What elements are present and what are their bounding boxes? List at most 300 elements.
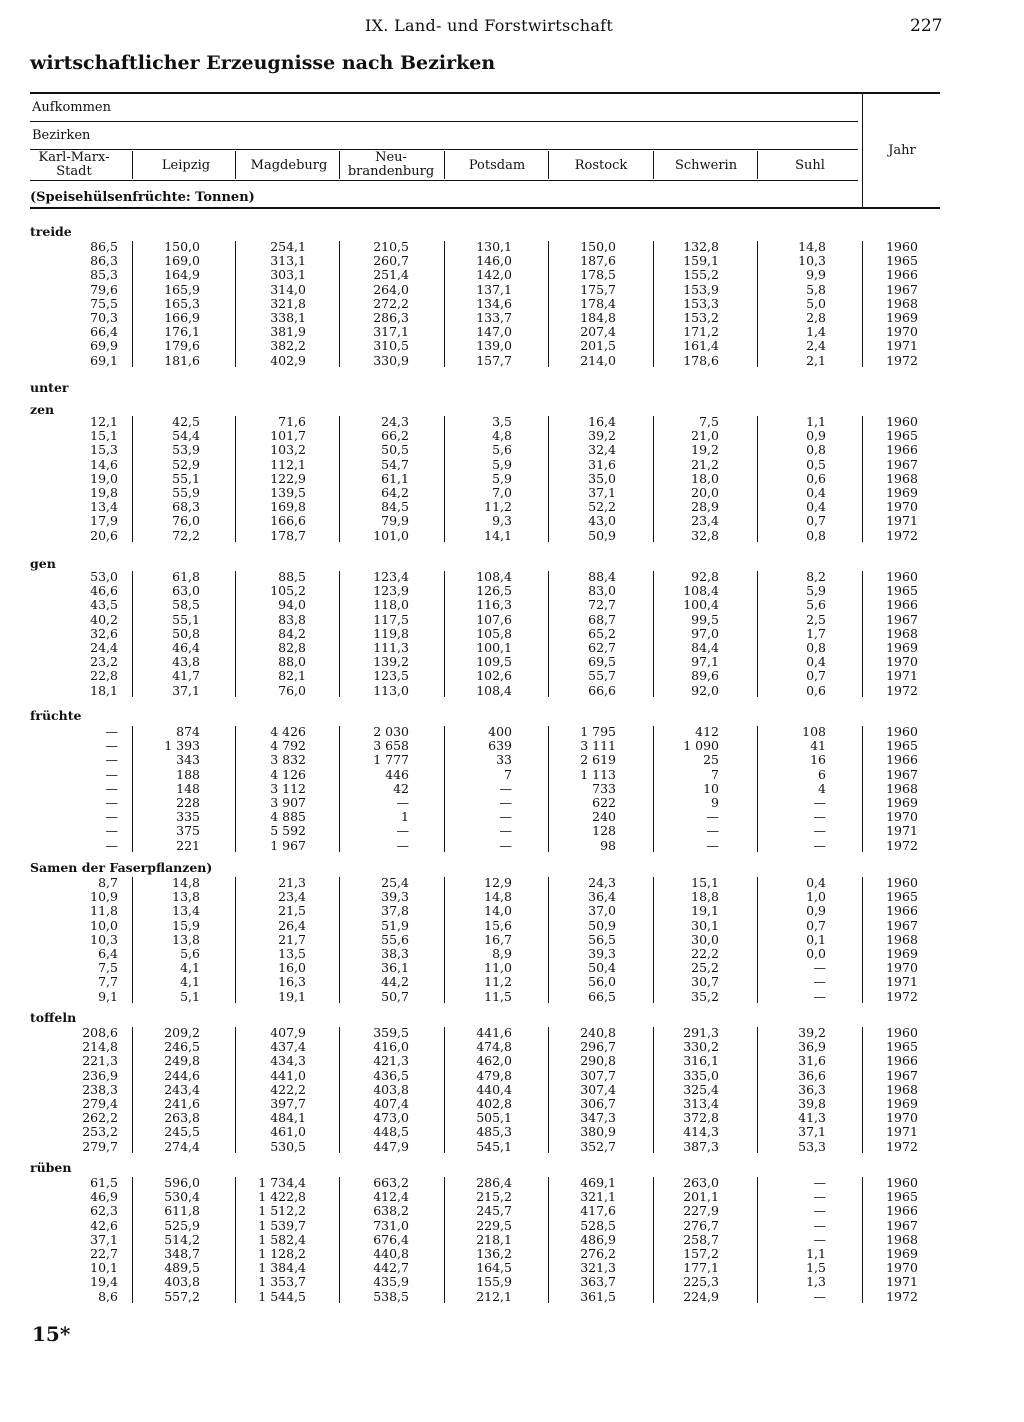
year-cell: 1968 (886, 295, 918, 311)
table-cell: 148 (176, 780, 200, 796)
table-cell: 86,3 (90, 253, 118, 269)
table-cell: — (105, 823, 118, 839)
table-cell: 240,8 (580, 1025, 616, 1040)
header-rule-2 (30, 149, 858, 150)
table-cell: 26,4 (278, 917, 306, 933)
year-cell: 1960 (886, 239, 918, 254)
table-cell: 39,2 (798, 1025, 826, 1040)
table-cell: 335,0 (683, 1067, 719, 1083)
table-cell: 314,0 (270, 281, 306, 297)
table-cell: 101,0 (373, 527, 409, 543)
year-cell: 1967 (886, 611, 918, 627)
table-cell: 622 (592, 795, 616, 810)
table-cell: 37,1 (172, 682, 200, 698)
table-cell: 79,9 (381, 513, 409, 529)
column-header: Schwerin (674, 158, 738, 173)
table-cell: 731,0 (373, 1217, 409, 1233)
table-cell: 76,0 (172, 513, 200, 529)
table-cell: 20,0 (691, 485, 719, 500)
year-cell: 1970 (886, 324, 918, 340)
table-cell: 89,6 (691, 668, 719, 684)
table-cell: 86,5 (90, 239, 118, 254)
table-cell: 348,7 (164, 1246, 200, 1261)
table-cell: — (105, 724, 118, 739)
table-cell: 76,0 (278, 682, 306, 698)
table-cell: — (813, 974, 826, 990)
table-cell: 1,1 (806, 414, 826, 429)
table-cell: — (813, 1189, 826, 1205)
year-cell: 1968 (886, 625, 918, 641)
table-cell: 5,9 (806, 583, 826, 599)
table-cell: 403,8 (373, 1081, 409, 1097)
column-header: Potsdam (468, 158, 526, 173)
table-cell: 0,5 (806, 456, 826, 472)
table-cell: 19,4 (90, 1274, 118, 1290)
table-cell: 55,7 (588, 668, 616, 684)
section-label: früchte (30, 708, 82, 723)
table-cell: 32,4 (588, 442, 616, 458)
table-cell: 100,4 (683, 597, 719, 613)
table-cell: 245,7 (476, 1203, 512, 1219)
table-cell: 4 (818, 780, 826, 796)
table-cell: 37,1 (588, 485, 616, 500)
table-cell: 441,0 (270, 1067, 306, 1083)
table-cell: 118,0 (373, 597, 409, 613)
table-cell: 56,0 (588, 974, 616, 990)
table-cell: 123,5 (373, 668, 409, 684)
table-cell: 46,6 (90, 583, 118, 599)
table-cell: 19,2 (691, 442, 719, 458)
table-cell: 400 (488, 724, 512, 739)
table-cell: 7 (711, 766, 719, 782)
table-cell: 169,0 (164, 253, 200, 269)
table-cell: 251,4 (373, 267, 409, 283)
table-cell: 122,9 (270, 470, 306, 486)
year-cell: 1967 (886, 1067, 918, 1083)
table-cell: 31,6 (588, 456, 616, 472)
table-cell: 306,7 (580, 1096, 616, 1111)
table-cell: 21,0 (691, 428, 719, 444)
table-cell: 75,5 (90, 295, 118, 311)
table-cell: 188 (176, 766, 200, 782)
table-cell: 1 128,2 (258, 1246, 306, 1261)
table-cell: 313,4 (683, 1096, 719, 1111)
table-cell: 13,4 (90, 499, 118, 515)
table-cell: 473,0 (373, 1110, 409, 1126)
table-cell: 41,7 (172, 668, 200, 684)
table-cell: 382,2 (270, 338, 306, 354)
table-cell: 263,8 (164, 1110, 200, 1126)
year-cell: 1967 (886, 1217, 918, 1233)
table-cell: 13,8 (172, 931, 200, 947)
table-cell: 36,1 (381, 960, 409, 976)
year-cell: 1960 (886, 875, 918, 890)
table-cell: 161,4 (683, 338, 719, 354)
table-cell: 9,3 (492, 513, 512, 529)
year-cell: 1967 (886, 456, 918, 472)
table-cell: 227,9 (683, 1203, 719, 1219)
year-cell: 1960 (886, 569, 918, 584)
year-cell: 1967 (886, 917, 918, 933)
year-cell: 1965 (886, 583, 918, 599)
table-cell: 412 (695, 724, 719, 739)
year-cell: 1970 (886, 1260, 918, 1276)
table-cell: 221,3 (82, 1053, 118, 1069)
table-cell: 112,1 (270, 456, 306, 472)
table-cell: 33 (496, 752, 512, 768)
year-cell: 1966 (886, 442, 918, 458)
table-cell: 116,3 (476, 597, 512, 613)
table-cell: 88,0 (278, 654, 306, 670)
table-cell: 39,3 (588, 946, 616, 961)
table-cell: 39,3 (381, 889, 409, 905)
table-cell: 150,0 (580, 239, 616, 254)
column-header-divider (339, 151, 340, 179)
table-cell: 50,7 (381, 988, 409, 1004)
table-cell: 505,1 (476, 1110, 512, 1126)
table-cell: 35,2 (691, 988, 719, 1004)
year-cell: 1960 (886, 1175, 918, 1190)
table-cell: 52,9 (172, 456, 200, 472)
table-cell: 1 422,8 (258, 1189, 306, 1205)
table-cell: 11,8 (90, 903, 118, 919)
table-cell: 84,5 (381, 499, 409, 515)
table-cell: 21,5 (278, 903, 306, 919)
table-cell: 108,4 (683, 583, 719, 599)
header-rule-3 (30, 180, 858, 181)
table-cell: 35,0 (588, 470, 616, 486)
table-cell: 286,3 (373, 310, 409, 325)
section-label: unter (30, 380, 69, 395)
table-cell: 5,8 (806, 281, 826, 297)
table-cell: 525,9 (164, 1217, 200, 1233)
table-cell: 46,4 (172, 640, 200, 655)
table-cell: — (105, 766, 118, 782)
table-cell: 113,0 (373, 682, 409, 698)
table-cell: 3 112 (270, 780, 306, 796)
table-cell: 61,8 (172, 569, 200, 584)
table-cell: 212,1 (476, 1288, 512, 1304)
table-cell: 387,3 (683, 1138, 719, 1154)
table-cell: 2 619 (580, 752, 616, 768)
table-cell: 3 658 (373, 738, 409, 754)
table-cell: 166,9 (164, 310, 200, 325)
table-cell: 83,0 (588, 583, 616, 599)
year-cell: 1972 (886, 837, 918, 853)
table-cell: 82,1 (278, 668, 306, 684)
year-cell: 1972 (886, 682, 918, 698)
table-cell: 1,1 (806, 1246, 826, 1261)
year-column-divider (862, 241, 863, 367)
table-cell: 279,4 (82, 1096, 118, 1111)
table-cell: 207,4 (580, 324, 616, 340)
table-cell: 108 (802, 724, 826, 739)
table-cell: 1 967 (270, 837, 306, 853)
table-cell: 208,6 (82, 1025, 118, 1040)
year-cell: 1965 (886, 1039, 918, 1055)
table-cell: — (813, 1217, 826, 1233)
section-label: zen (30, 402, 55, 417)
table-cell: 530,4 (164, 1189, 200, 1205)
table-cell: — (813, 1288, 826, 1304)
year-cell: 1965 (886, 738, 918, 754)
table-cell: 105,8 (476, 625, 512, 641)
table-cell: 171,2 (683, 324, 719, 340)
table-cell: — (396, 823, 409, 839)
table-cell: 0,8 (806, 640, 826, 655)
table-cell: — (105, 809, 118, 825)
year-column-divider (862, 877, 863, 1003)
table-cell: 21,2 (691, 456, 719, 472)
year-cell: 1969 (886, 485, 918, 500)
table-cell: 70,3 (90, 310, 118, 325)
table-cell: 25 (703, 752, 719, 768)
table-cell: 101,7 (270, 428, 306, 444)
table-cell: 352,7 (580, 1138, 616, 1154)
table-cell: 62,7 (588, 640, 616, 655)
table-cell: 178,7 (270, 527, 306, 543)
table-cell: 469,1 (580, 1175, 616, 1190)
year-column-divider (862, 93, 863, 208)
table-cell: 254,1 (270, 239, 306, 254)
table-cell: 0,4 (806, 485, 826, 500)
table-cell: 56,5 (588, 931, 616, 947)
table-cell: 5,6 (806, 597, 826, 613)
table-cell: 9,1 (98, 988, 118, 1004)
table-cell: 102,6 (476, 668, 512, 684)
table-cell: 22,8 (90, 668, 118, 684)
table-cell: 16,4 (588, 414, 616, 429)
table-cell: 99,5 (691, 611, 719, 627)
table-cell: 4 426 (270, 724, 306, 739)
table-cell: 63,0 (172, 583, 200, 599)
table-cell: 41,3 (798, 1110, 826, 1126)
table-cell: 1,3 (806, 1274, 826, 1290)
table-cell: 1 734,4 (258, 1175, 306, 1190)
table-cell: 214,0 (580, 352, 616, 368)
table-cell: 69,5 (588, 654, 616, 670)
table-cell: 153,9 (683, 281, 719, 297)
table-cell: 50,4 (588, 960, 616, 976)
year-column-divider (862, 416, 863, 542)
table-cell: 241,6 (164, 1096, 200, 1111)
year-cell: 1969 (886, 640, 918, 655)
table-cell: 21,7 (278, 931, 306, 947)
table-cell: 447,9 (373, 1138, 409, 1154)
table-cell: 7,7 (98, 974, 118, 990)
table-cell: 64,2 (381, 485, 409, 500)
table-cell: 178,4 (580, 295, 616, 311)
table-cell: 215,2 (476, 1189, 512, 1205)
table-cell: 7 (504, 766, 512, 782)
year-column-divider (862, 1027, 863, 1153)
table-cell: 236,9 (82, 1067, 118, 1083)
table-cell: 2,5 (806, 611, 826, 627)
table-cell: 150,0 (164, 239, 200, 254)
table-cell: 416,0 (373, 1039, 409, 1055)
table-cell: 484,1 (270, 1110, 306, 1126)
table-cell: 262,2 (82, 1110, 118, 1126)
table-cell: 41 (810, 738, 826, 754)
table-cell: 442,7 (373, 1260, 409, 1276)
table-cell: 58,5 (172, 597, 200, 613)
table-cell: 72,2 (172, 527, 200, 543)
table-cell: 209,2 (164, 1025, 200, 1040)
table-cell: 397,7 (270, 1096, 306, 1111)
chapter-title: IX. Land- und Forstwirtschaft (365, 16, 614, 35)
table-cell: 108,4 (476, 682, 512, 698)
table-cell: 19,8 (90, 485, 118, 500)
year-cell: 1970 (886, 960, 918, 976)
table-cell: — (499, 809, 512, 825)
table-cell: 264,0 (373, 281, 409, 297)
table-cell: 733 (592, 780, 616, 796)
table-cell: 3,5 (492, 414, 512, 429)
table-cell: 0,1 (806, 931, 826, 947)
table-cell: 38,3 (381, 946, 409, 961)
table-cell: 22,7 (90, 1246, 118, 1261)
table-cell: 417,6 (580, 1203, 616, 1219)
table-cell: 224,9 (683, 1288, 719, 1304)
table-cell: 676,4 (373, 1231, 409, 1247)
table-cell: 23,4 (278, 889, 306, 905)
table-cell: 14,1 (484, 527, 512, 543)
table-cell: 1 777 (373, 752, 409, 768)
table-cell: 412,4 (373, 1189, 409, 1205)
year-cell: 1966 (886, 903, 918, 919)
table-cell: 178,6 (683, 352, 719, 368)
table-cell: 37,1 (90, 1231, 118, 1247)
table-cell: 414,3 (683, 1124, 719, 1140)
table-cell: 14,6 (90, 456, 118, 472)
table-cell: 24,3 (588, 875, 616, 890)
table-cell: 165,3 (164, 295, 200, 311)
table-cell: 4,8 (492, 428, 512, 444)
table-cell: 1,7 (806, 625, 826, 641)
table-cell: 639 (488, 738, 512, 754)
column-header: Neu- brandenburg (347, 150, 435, 179)
table-cell: 139,2 (373, 654, 409, 670)
table-cell: 422,2 (270, 1081, 306, 1097)
table-cell: 128 (592, 823, 616, 839)
table-cell: 272,2 (373, 295, 409, 311)
table-cell: 9 (711, 795, 719, 810)
header-bottom-rule (30, 207, 940, 209)
table-cell: 42,5 (172, 414, 200, 429)
table-cell: 253,2 (82, 1124, 118, 1140)
year-cell: 1969 (886, 946, 918, 961)
table-cell: 139,5 (270, 485, 306, 500)
table-cell: 0,0 (806, 946, 826, 961)
table-cell: 153,3 (683, 295, 719, 311)
table-cell: 244,6 (164, 1067, 200, 1083)
table-cell: 10,0 (90, 917, 118, 933)
table-cell: 359,5 (373, 1025, 409, 1040)
table-cell: 338,1 (270, 310, 306, 325)
year-cell: 1967 (886, 766, 918, 782)
table-cell: 61,1 (381, 470, 409, 486)
unit-note: (Speisehülsenfrüchte: Tonnen) (30, 190, 255, 205)
table-cell: — (813, 795, 826, 810)
table-cell: 42,6 (90, 1217, 118, 1233)
table-cell: 22,2 (691, 946, 719, 961)
section-label: gen (30, 556, 56, 571)
column-header-divider (653, 151, 654, 179)
table-cell: — (105, 780, 118, 796)
table-cell: 307,4 (580, 1081, 616, 1097)
table-cell: 10,3 (90, 931, 118, 947)
table-cell: 97,0 (691, 625, 719, 641)
table-cell: 321,8 (270, 295, 306, 311)
table-cell: 103,2 (270, 442, 306, 458)
table-cell: — (499, 837, 512, 853)
column-header: Magdeburg (250, 158, 328, 173)
table-cell: 0,8 (806, 442, 826, 458)
table-cell: 461,0 (270, 1124, 306, 1140)
table-cell: 5,0 (806, 295, 826, 311)
table-cell: 36,6 (798, 1067, 826, 1083)
table-cell: 84,4 (691, 640, 719, 655)
table-cell: 343 (176, 752, 200, 768)
table-cell: 321,1 (580, 1189, 616, 1205)
table-cell: — (706, 823, 719, 839)
table-cell: 8,2 (806, 569, 826, 584)
table-cell: 69,9 (90, 338, 118, 354)
table-cell: 10 (703, 780, 719, 796)
table-cell: — (813, 960, 826, 976)
table-cell: 165,9 (164, 281, 200, 297)
table-cell: 14,8 (172, 875, 200, 890)
table-cell: 440,4 (476, 1081, 512, 1097)
table-cell: 37,0 (588, 903, 616, 919)
table-cell: 92,8 (691, 569, 719, 584)
table-cell: 291,3 (683, 1025, 719, 1040)
table-cell: 1 (401, 809, 409, 825)
table-cell: 225,3 (683, 1274, 719, 1290)
year-cell: 1969 (886, 795, 918, 810)
table-cell: 214,8 (82, 1039, 118, 1055)
table-cell: 139,0 (476, 338, 512, 354)
column-header-divider (444, 151, 445, 179)
table-cell: 50,9 (588, 917, 616, 933)
table-cell: 16,0 (278, 960, 306, 976)
table-cell: 109,5 (476, 654, 512, 670)
table-cell: 55,6 (381, 931, 409, 947)
table-cell: 15,3 (90, 442, 118, 458)
table-cell: 68,3 (172, 499, 200, 515)
table-cell: 53,3 (798, 1138, 826, 1154)
table-cell: 159,1 (683, 253, 719, 269)
table-cell: — (706, 837, 719, 853)
table-cell: 137,1 (476, 281, 512, 297)
table-cell: 2,8 (806, 310, 826, 325)
year-column-divider (862, 1177, 863, 1303)
table-title: wirtschaftlicher Erzeugnisse nach Bezirken (30, 52, 496, 74)
table-cell: — (813, 1175, 826, 1190)
table-cell: 25,2 (691, 960, 719, 976)
table-cell: 43,8 (172, 654, 200, 670)
year-cell: 1967 (886, 281, 918, 297)
table-cell: 37,1 (798, 1124, 826, 1140)
year-cell: 1971 (886, 823, 918, 839)
year-cell: 1970 (886, 1110, 918, 1126)
table-cell: 310,5 (373, 338, 409, 354)
table-cell: 489,5 (164, 1260, 200, 1276)
year-column-divider (862, 726, 863, 852)
table-cell: 6,4 (98, 946, 118, 961)
column-header-divider (757, 151, 758, 179)
table-cell: 8,9 (492, 946, 512, 961)
